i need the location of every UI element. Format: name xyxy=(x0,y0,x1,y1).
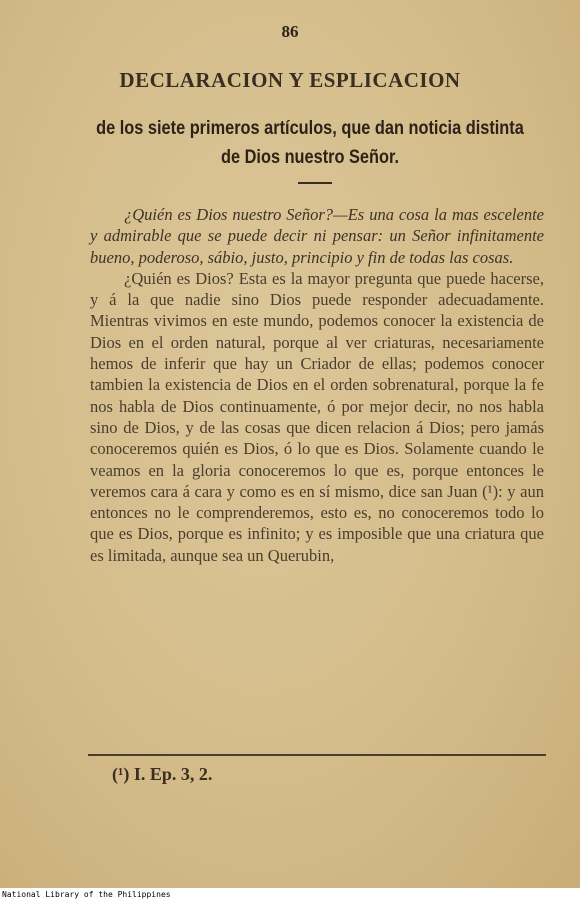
section-heading: DECLARACION Y ESPLICACION xyxy=(119,68,461,92)
footnote-divider xyxy=(88,754,546,756)
paragraph-question-answer: ¿Quién es Dios nuestro Señor?—Es una cosa la mas escelente y admirable que se puede decir ni pensar: un Señor infinitamente bueno, poderoso, sábio, justo, principio y fin de todas las cosas. xyxy=(90,205,544,267)
body-text xyxy=(90,204,544,566)
footnote: (¹) I. Ep. 3, 2. xyxy=(112,764,213,784)
heading-divider xyxy=(298,182,332,184)
page-number: 86 xyxy=(281,22,299,41)
library-attribution: National Library of the Philippines xyxy=(2,890,171,899)
paragraph-explanation: ¿Quién es Dios? Esta es la mayor pregunta que puede hacerse, y á la que nadie sino Dios puede responder adecuadamente. Mientras vivimos en este mundo, podemos conocer la existencia de Dios en el orden natural, porque al ver criaturas, necesariamente hemos de inferir que hay un Criador de ellas; podemos conocer tambien la existencia de Dios en el orden sobrenatural, porque la fe nos habla de Dios continuamente, ó por mejor decir, no nos habla sino de Dios, y de las cosas que dicen relacion á Dios; pero jamás conoceremos quién es Dios, ó lo que es Dios. Solamente cuando le veamos en la gloria conoceremos lo que es, porque entonces le veremos cara á cara y como es en sí mismo, dice san Juan (¹): y aun entonces no le comprenderemos, esto es, no conoceremos todo lo que es Dios, porque es infinito; y es imposible que una criatura que es limitada, aunque sea un Querubin, xyxy=(90,268,544,565)
section-subheading: de los siete primeros artículos, que dan noticia distinta de Dios nuestro Señor. xyxy=(96,118,524,168)
